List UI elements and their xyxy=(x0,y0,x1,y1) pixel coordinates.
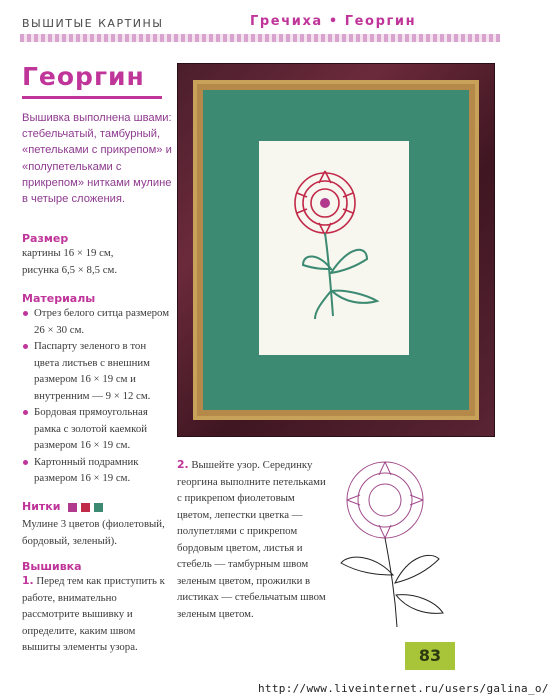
step-2-number: 2. xyxy=(177,458,189,471)
step-1-number: 1. xyxy=(22,574,34,587)
embroidery-step-2 xyxy=(177,457,327,622)
threads-section xyxy=(22,500,172,549)
header-band xyxy=(20,34,500,42)
dahlia-pattern-drawing xyxy=(335,455,445,630)
topic-2: Георгин xyxy=(344,14,417,29)
thread-swatch-green xyxy=(94,503,103,512)
embroidery-heading: Вышивка xyxy=(22,560,82,573)
materials-heading: Материалы xyxy=(22,292,96,305)
title-underline xyxy=(22,96,162,99)
step-2-text: Вышейте узор. Серединку георгина выполните петельками с прикрепом фиолетовым цветом, лепестки цветка — полупетлями с прикрепом бордовым цветом, листья и стебель — тамбурным швом зеленым цветом, прожилки в листиках — стебельчатым швом зеленым цветом. xyxy=(177,459,326,620)
threads-heading: Нитки xyxy=(22,500,61,513)
material-item: Картонный подрамник размером 16 × 19 см. xyxy=(22,454,172,487)
topic-separator: • xyxy=(328,14,339,29)
threads-heading-row xyxy=(22,500,172,513)
embroidery-section xyxy=(22,560,172,656)
embroidery-step-1 xyxy=(22,573,172,656)
threads-text: Мулине 3 цветов (фиолетовый, бордовый, зеленый). xyxy=(22,518,165,547)
embroidered-dahlia xyxy=(259,141,409,355)
topic-1: Гречиха xyxy=(250,14,323,29)
topic-header xyxy=(250,14,416,29)
embroidery-canvas xyxy=(259,141,409,355)
source-url-watermark[interactable]: http://www.liveinternet.ru/users/galina_o/ xyxy=(258,682,549,695)
materials-section xyxy=(22,292,172,487)
intro-paragraph: Вышивка выполнена швами: стебельчатый, тамбурный, «петельками с прикрепом» и «полупетельками с прикрепом» нитками мулине в четыре сложения. xyxy=(22,112,172,206)
material-item: Отрез белого ситца размером 26 × 30 см. xyxy=(22,305,172,338)
size-heading: Размер xyxy=(22,232,69,245)
thread-swatch-violet xyxy=(68,503,77,512)
materials-list xyxy=(22,305,172,487)
material-item: Бордовая прямоугольная рамка с золотой каемкой размером 16 × 19 см. xyxy=(22,404,172,454)
size-section xyxy=(22,232,172,278)
size-line-1: картины 16 × 19 см, xyxy=(22,247,114,259)
page-number: 83 xyxy=(405,642,455,670)
section-header: ВЫШИТЫЕ КАРТИНЫ xyxy=(22,17,164,30)
step-1-text: Перед тем как приступить к работе, внимательно рассмотрите вышивку и определите, каким швом вышиты элементы узора. xyxy=(22,575,165,653)
size-line-2: рисунка 6,5 × 8,5 см. xyxy=(22,263,118,276)
thread-swatch-burgundy xyxy=(81,503,90,512)
page-title: Георгин xyxy=(22,62,145,91)
material-item: Паспарту зеленого в тон цвета листьев с внешним размером 16 × 19 см и внутренним — 9 × 12 см. xyxy=(22,338,172,404)
